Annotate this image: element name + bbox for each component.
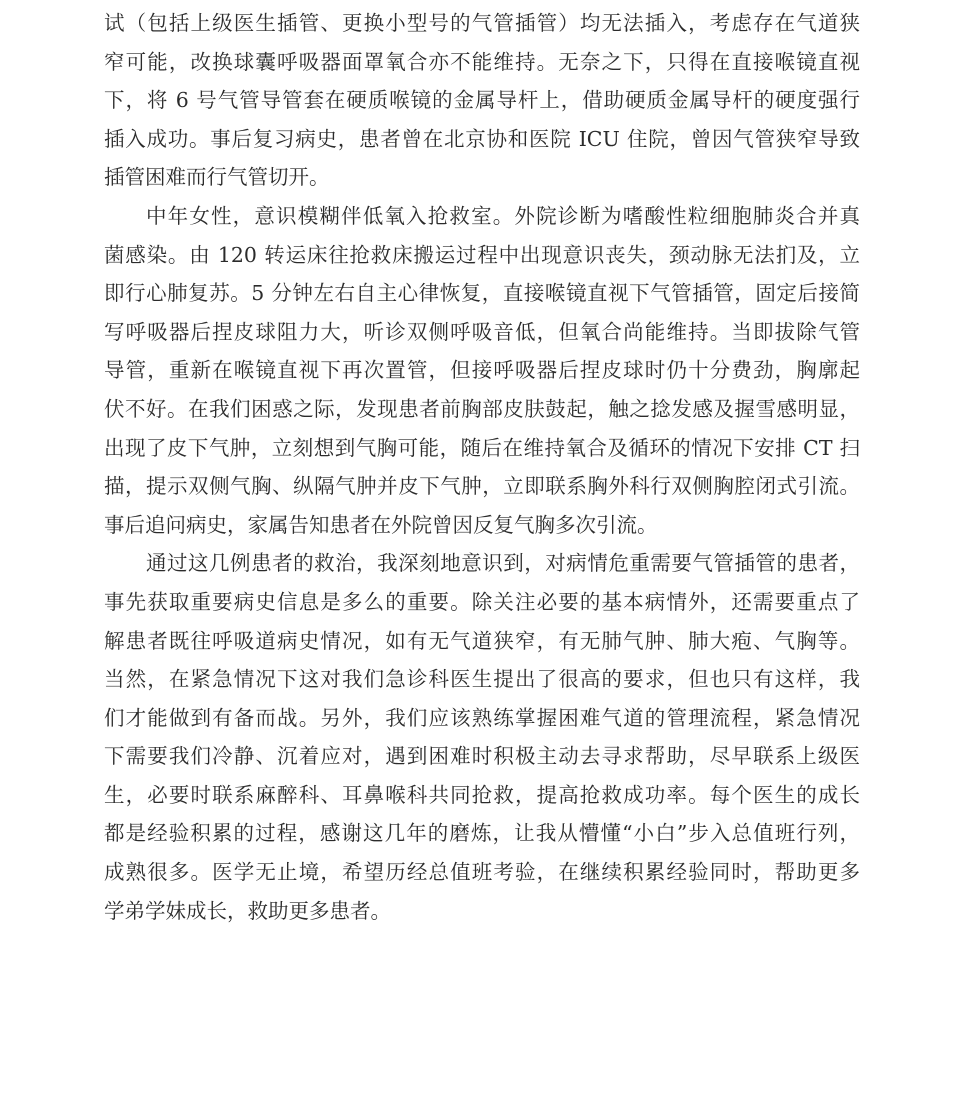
text-line: 成熟很多。医学无止境，希望历经总值班考验，在继续积累经验同时，帮助更多 <box>104 860 860 885</box>
paragraph-2 <box>104 197 860 544</box>
text-line: 描，提示双侧气胸、纵隔气肿并皮下气肿，立即联系胸外科行双侧胸腔闭式引流。 <box>104 474 860 499</box>
text-line: 事先获取重要病史信息是多么的重要。除关注必要的基本病情外，还需要重点了 <box>104 589 860 614</box>
text-line: 下需要我们冷静、沉着应对，遇到困难时积极主动去寻求帮助，尽早联系上级医 <box>104 744 860 769</box>
text-line: 下，将 6 号气管导管套在硬质喉镜的金属导杆上，借助硬质金属导杆的硬度强行 <box>104 88 860 113</box>
paragraph-1 <box>104 4 860 197</box>
text-line: 们才能做到有备而战。另外，我们应该熟练掌握困难气道的管理流程，紧急情况 <box>104 705 860 730</box>
paragraph-3 <box>104 544 860 930</box>
text-line: 伏不好。在我们困惑之际，发现患者前胸部皮肤鼓起，触之捻发感及握雪感明显， <box>104 396 860 421</box>
text-line: 窄可能，改换球囊呼吸器面罩氧合亦不能维持。无奈之下，只得在直接喉镜直视 <box>104 49 860 74</box>
document-page <box>104 4 860 930</box>
text-line: 中年女性，意识模糊伴低氧入抢救室。外院诊断为嗜酸性粒细胞肺炎合并真 <box>146 203 860 228</box>
text-line: 都是经验积累的过程，感谢这几年的磨炼，让我从懵懂“小白”步入总值班行列， <box>104 821 860 846</box>
text-line: 生，必要时联系麻醉科、耳鼻喉科共同抢救，提高抢救成功率。每个医生的成长 <box>104 782 860 807</box>
text-line: 出现了皮下气肿，立刻想到气胸可能，随后在维持氧合及循环的情况下安排 CT 扫 <box>104 435 860 460</box>
text-line: 写呼吸器后捏皮球阻力大，听诊双侧呼吸音低，但氧合尚能维持。当即拔除气管 <box>104 319 860 344</box>
text-line: 解患者既往呼吸道病史情况，如有无气道狭窄，有无肺气肿、肺大疱、气胸等。 <box>104 628 860 653</box>
text-line: 插管困难而行气管切开。 <box>104 165 330 190</box>
text-line: 事后追问病史，家属告知患者在外院曾因反复气胸多次引流。 <box>104 512 658 537</box>
text-line: 试（包括上级医生插管、更换小型号的气管插管）均无法插入，考虑存在气道狭 <box>104 11 860 35</box>
text-line: 即行心肺复苏。5 分钟左右自主心律恢复，直接喉镜直视下气管插管，固定后接简 <box>104 281 860 306</box>
text-line: 菌感染。由 120 转运床往抢救床搬运过程中出现意识丧失，颈动脉无法扪及，立 <box>104 242 860 267</box>
text-line: 通过这几例患者的救治，我深刻地意识到，对病情危重需要气管插管的患者， <box>146 551 860 576</box>
text-line: 学弟学妹成长，救助更多患者。 <box>104 898 391 923</box>
text-line: 插入成功。事后复习病史，患者曾在北京协和医院 ICU 住院，曾因气管狭窄导致 <box>104 126 860 151</box>
text-line: 导管，重新在喉镜直视下再次置管，但接呼吸器后捏皮球时仍十分费劲，胸廓起 <box>104 358 860 383</box>
text-line: 当然，在紧急情况下这对我们急诊科医生提出了很高的要求，但也只有这样，我 <box>104 667 860 692</box>
